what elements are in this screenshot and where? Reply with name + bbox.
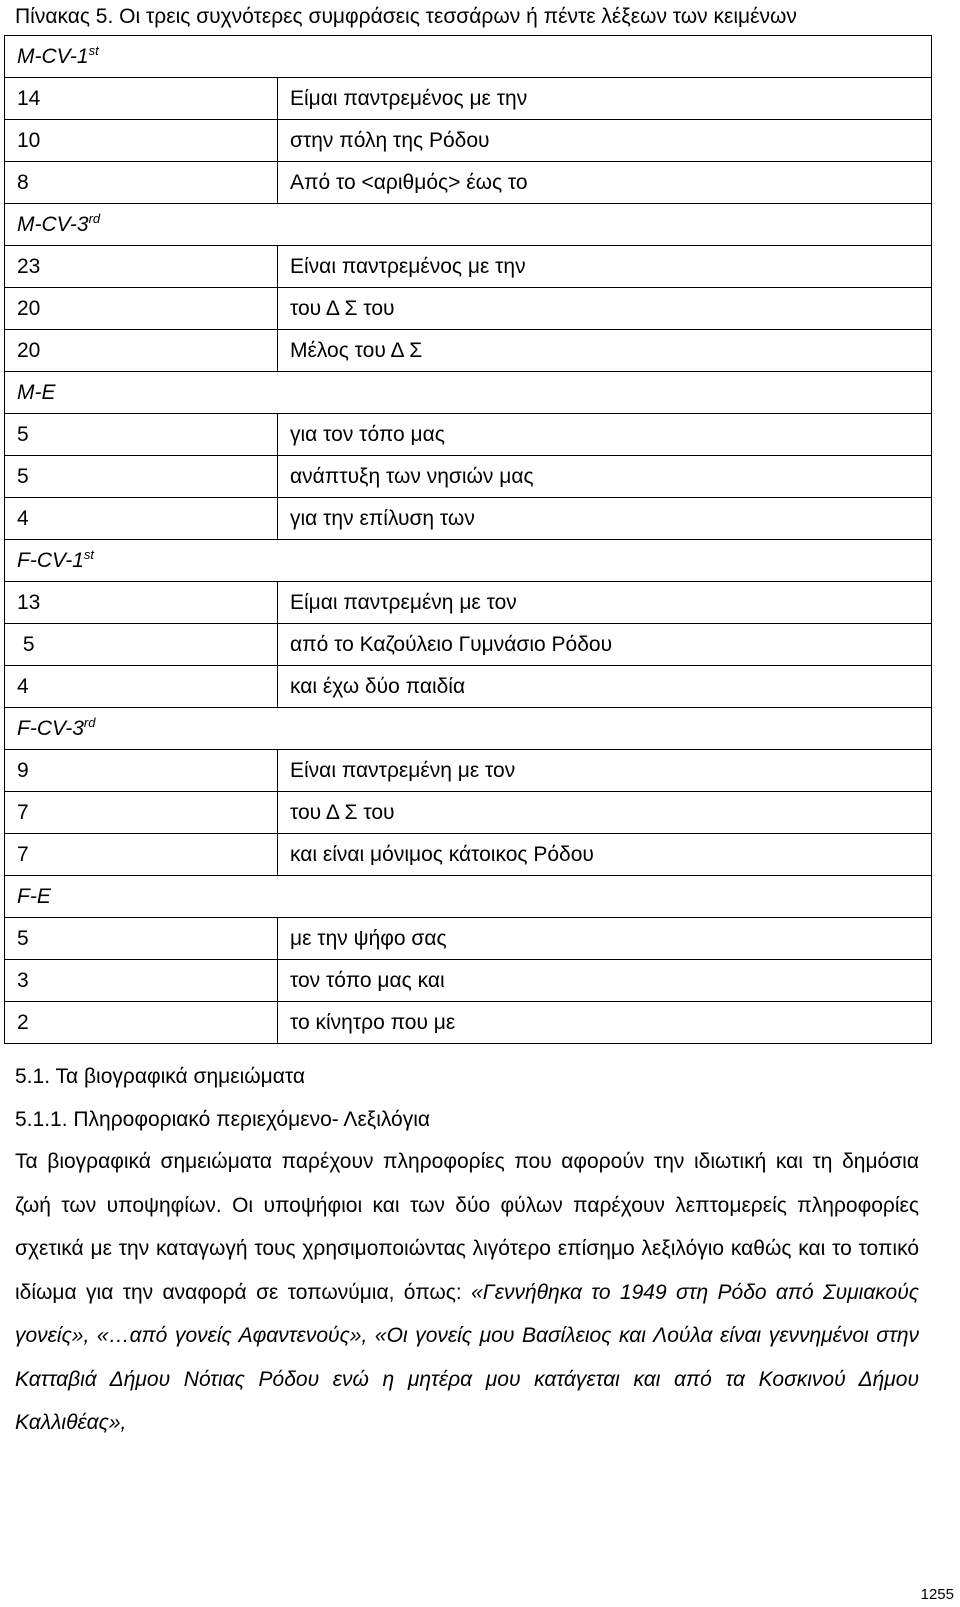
group-label-base: F-CV-3 — [17, 716, 84, 740]
table-row — [5, 246, 932, 288]
phrase-cell: στην πόλη της Ρόδου — [278, 120, 932, 162]
group-label-base: M-CV-3 — [17, 212, 89, 236]
group-row — [5, 204, 932, 246]
group-label — [5, 372, 932, 414]
frequency-cell: 4 — [5, 666, 278, 708]
phrase-cell: για την επίλυση των — [278, 498, 932, 540]
frequency-cell: 14 — [5, 78, 278, 120]
table-row — [5, 78, 932, 120]
frequency-cell: 5 — [5, 414, 278, 456]
table-row — [5, 582, 932, 624]
table-row — [5, 456, 932, 498]
phrase-cell: του Δ Σ του — [278, 288, 932, 330]
phrase-cell: για τον τόπο μας — [278, 414, 932, 456]
section-heading: 5.1. Τα βιογραφικά σημειώματα — [15, 1065, 306, 1088]
group-label-base: M-CV-1 — [17, 44, 89, 68]
phrase-cell: του Δ Σ του — [278, 792, 932, 834]
frequency-cell: 20 — [5, 288, 278, 330]
frequency-cell: 20 — [5, 330, 278, 372]
group-row — [5, 540, 932, 582]
group-row — [5, 36, 932, 78]
group-label-base: M-E — [17, 380, 56, 404]
table-row — [5, 162, 932, 204]
frequency-cell: 13 — [5, 582, 278, 624]
phrase-cell: από το Καζούλειο Γυμνάσιο Ρόδου — [278, 624, 932, 666]
phrase-cell: με την ψήφο σας — [278, 918, 932, 960]
group-label-ordinal: rd — [88, 210, 101, 226]
phrase-cell: ανάπτυξη των νησιών μας — [278, 456, 932, 498]
frequency-cell: 7 — [5, 834, 278, 876]
group-label-base: F-CV-1 — [17, 548, 84, 572]
frequency-cell: 9 — [5, 750, 278, 792]
table-row — [5, 498, 932, 540]
table-row — [5, 666, 932, 708]
group-label — [5, 876, 932, 918]
table-row — [5, 750, 932, 792]
phrase-cell: τον τόπο μας και — [278, 960, 932, 1002]
group-row — [5, 876, 932, 918]
frequency-cell: 4 — [5, 498, 278, 540]
table-row — [5, 1002, 932, 1044]
frequency-cell: 5 — [5, 624, 278, 666]
table-row — [5, 624, 932, 666]
phrase-cell: Είμαι παντρεμένη με τον — [278, 582, 932, 624]
phrase-cell: και είναι μόνιμος κάτοικος Ρόδου — [278, 834, 932, 876]
frequency-cell: 3 — [5, 960, 278, 1002]
group-label — [5, 36, 932, 78]
group-label — [5, 708, 932, 750]
table-row — [5, 792, 932, 834]
group-label-ordinal: rd — [83, 714, 96, 730]
ngram-table — [4, 35, 932, 1044]
group-row — [5, 708, 932, 750]
table-row — [5, 120, 932, 162]
phrase-cell: Είναι παντρεμένη με τον — [278, 750, 932, 792]
group-label-ordinal: st — [88, 42, 99, 58]
group-row — [5, 372, 932, 414]
body-paragraph — [15, 1140, 919, 1445]
group-label — [5, 540, 932, 582]
phrase-cell: Είναι παντρεμένος με την — [278, 246, 932, 288]
phrase-cell: Από το <αριθμός> έως το — [278, 162, 932, 204]
table-row — [5, 288, 932, 330]
ngram-table-body — [5, 36, 932, 1044]
page-number: 1255 — [920, 1586, 954, 1603]
frequency-cell: 10 — [5, 120, 278, 162]
frequency-cell: 8 — [5, 162, 278, 204]
table-row — [5, 330, 932, 372]
table-row — [5, 918, 932, 960]
phrase-cell: το κίνητρο που με — [278, 1002, 932, 1044]
phrase-cell: Μέλος του Δ Σ — [278, 330, 932, 372]
group-label — [5, 204, 932, 246]
frequency-cell: 2 — [5, 1002, 278, 1044]
group-label-ordinal: st — [83, 546, 95, 562]
phrase-cell: Είμαι παντρεμένος με την — [278, 78, 932, 120]
subsection-heading: 5.1.1. Πληροφοριακό περιεχόμενο- Λεξιλόγια — [15, 1108, 431, 1131]
phrase-cell: και έχω δύο παιδία — [278, 666, 932, 708]
frequency-cell: 5 — [5, 456, 278, 498]
frequency-cell: 23 — [5, 246, 278, 288]
paragraph-quotes: «Γεννήθηκα το 1949 στη Ρόδο από Συμιακούς γονείς», «…από γονείς Αφαντενούς», «Οι γονείς μου Βασίλειος και Λούλα είναι γεννημένοι στην Κατταβιά Δήμου Νότιας Ρόδου ενώ η μητέρα μου κατάγεται και από τα Κοσκινού Δήμου Καλλιθέας», — [15, 1280, 919, 1434]
table-row — [5, 960, 932, 1002]
table-caption: Πίνακας 5. Οι τρεις συχνότερες συμφράσεις τεσσάρων ή πέντε λέξεων των κειμένων — [15, 5, 797, 28]
group-label-base: F-E — [17, 884, 51, 908]
frequency-cell: 7 — [5, 792, 278, 834]
table-row — [5, 414, 932, 456]
table-row — [5, 834, 932, 876]
frequency-cell: 5 — [5, 918, 278, 960]
paragraph-text: Τα βιογραφικά σημειώματα παρέχουν πληροφορίες που αφορούν την ιδιωτική και τη δημόσια ζωή των υποψηφίων. Οι υποψήφιοι και των δύο φύλων παρέχουν λεπτομερείς πληροφορίες σχετικά με την καταγωγή τους χρησιμοποιώντας λιγότερο επίσημο λεξιλόγιο καθώς και το τοπικό ιδίωμα για την αναφορά σε τοπωνύμια, όπως: — [15, 1150, 919, 1304]
